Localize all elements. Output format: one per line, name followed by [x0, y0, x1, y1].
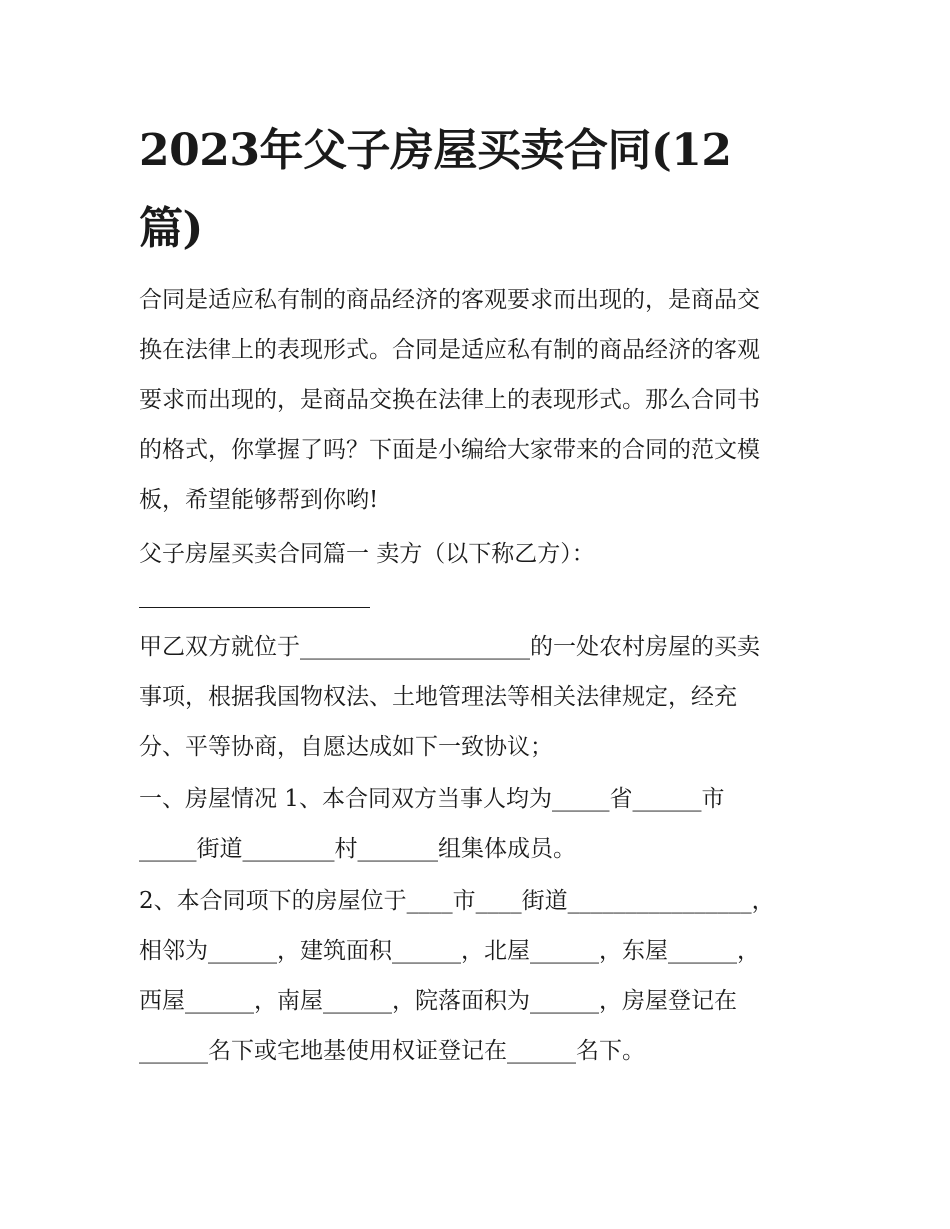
intro-line: 换在法律上的表现形式。合同是适应私有制的商品经济的客观	[139, 337, 760, 363]
intro-line: 的格式，你掌握了吗？下面是小编给大家带来的合同的范文模	[139, 437, 760, 463]
parties-paragraph	[139, 622, 819, 772]
parties-line: 分、平等协商，自愿达成如下一致协议；	[139, 734, 553, 760]
clause-1-line: _____街道________村_______组集体成员。	[139, 836, 576, 862]
clause-1-line: 一、房屋情况 1、本合同双方当事人均为_____省______市	[139, 786, 725, 812]
seller-name-blank	[139, 607, 370, 608]
section-heading-text: 父子房屋买卖合同篇一 卖方（以下称乙方）：	[139, 541, 595, 567]
document-title	[139, 112, 809, 268]
section-heading	[139, 529, 819, 579]
title-line-1: 2023年父子房屋买卖合同(12	[139, 125, 732, 176]
clause-2	[139, 876, 819, 1076]
intro-line: 合同是适应私有制的商品经济的客观要求而出现的，是商品交	[139, 287, 760, 313]
intro-line: 要求而出现的，是商品交换在法律上的表现形式。那么合同书	[139, 387, 760, 413]
clause-1	[139, 774, 819, 874]
clause-2-line: ______名下或宅地基使用权证登记在______名下。	[139, 1038, 645, 1064]
title-line-2: 篇)	[139, 203, 203, 254]
clause-2-line: 西屋______，南屋______，院落面积为______，房屋登记在	[139, 988, 737, 1014]
parties-line: 甲乙双方就位于____________________的一处农村房屋的买卖	[139, 634, 760, 660]
intro-paragraph	[139, 275, 819, 525]
intro-line: 板，希望能够帮到你哟!	[139, 487, 379, 513]
clause-2-line: 相邻为______，建筑面积______，北屋______，东屋______，	[139, 938, 760, 964]
clause-2-line: 2、本合同项下的房屋位于____市____街道________________，	[139, 888, 775, 914]
parties-line: 事项，根据我国物权法、土地管理法等相关法律规定，经充	[139, 684, 737, 710]
